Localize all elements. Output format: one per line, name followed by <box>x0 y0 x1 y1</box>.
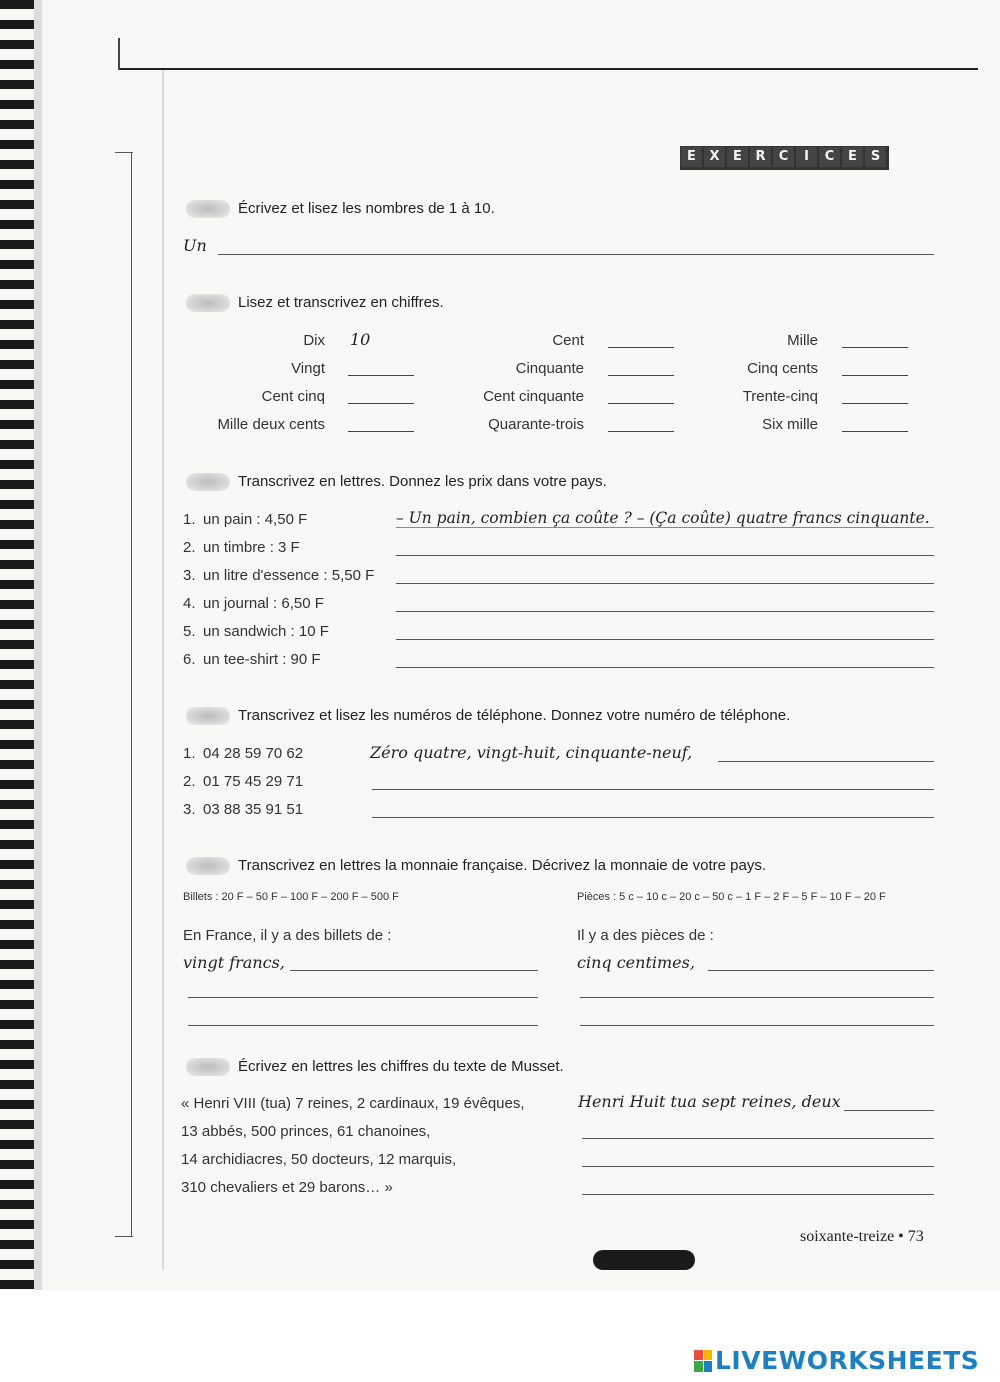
ex2-word: Trente-cinq <box>742 388 818 405</box>
ex6-text-line: « Henri VIII (tua) 7 reines, 2 cardinaux, 19 évêques, <box>181 1095 525 1112</box>
ex3-item-label: un tee-shirt : 90 F <box>203 651 321 668</box>
left-margin-box <box>131 152 132 1237</box>
ex5-left-answer-line[interactable] <box>188 997 538 998</box>
ex4-example-answer: Zéro quatre, vingt-huit, cinquante-neuf, <box>370 743 693 762</box>
ex2-answer-example: 10 <box>350 330 371 349</box>
ex2-blank[interactable] <box>842 375 908 376</box>
ex6-text-line: 13 abbés, 500 princes, 61 chanoines, <box>181 1123 431 1140</box>
binding-edge <box>34 0 42 1290</box>
ex3-answer-line[interactable] <box>396 583 934 584</box>
ex5-left-lead: En France, il y a des billets de : <box>183 927 392 944</box>
ex6-example-answer: Henri Huit tua sept reines, deux <box>578 1092 841 1111</box>
badge-letter: E <box>681 147 702 167</box>
ex3-item-label: un timbre : 3 F <box>203 539 300 556</box>
ex4-answer-line[interactable] <box>718 761 934 762</box>
badge-letter: I <box>796 147 817 167</box>
ex4-answer-line[interactable] <box>372 789 934 790</box>
ex4-item-number: 1. <box>183 745 196 762</box>
ex2-blank[interactable] <box>842 347 908 348</box>
ex2-word: Cinq cents <box>747 360 818 377</box>
ex6-answer-line[interactable] <box>582 1138 934 1139</box>
ex5-left-answer-line[interactable] <box>188 1025 538 1026</box>
exercise-6-heading <box>186 1058 564 1076</box>
exercise-2-instruction: Lisez et transcrivez en chiffres. <box>238 294 444 311</box>
ex2-blank[interactable] <box>608 375 674 376</box>
ex2-word: Cent <box>552 332 584 349</box>
ex3-item-label: un litre d'essence : 5,50 F <box>203 567 375 584</box>
exercise-3-instruction: Transcrivez en lettres. Donnez les prix dans votre pays. <box>238 473 607 490</box>
ex2-word: Cent cinq <box>261 388 325 405</box>
badge-letter: R <box>750 147 771 167</box>
exercise-number-bubble <box>186 707 230 725</box>
margin-line <box>162 70 164 1270</box>
exercise-1-answer-line[interactable] <box>218 254 934 255</box>
ex2-blank[interactable] <box>608 431 674 432</box>
ex3-item-label: un sandwich : 10 F <box>203 623 329 640</box>
badge-letter: C <box>773 147 794 167</box>
ex3-answer-line[interactable] <box>396 555 934 556</box>
ex2-word: Quarante-trois <box>488 416 584 433</box>
ex2-word: Cinquante <box>515 360 584 377</box>
ex5-right-answer-line[interactable] <box>580 997 934 998</box>
ex4-phone-number: 01 75 45 29 71 <box>203 773 304 790</box>
exercise-1-instruction: Écrivez et lisez les nombres de 1 à 10. <box>238 200 495 217</box>
liveworksheets-logo-icon <box>694 1350 712 1372</box>
exercise-6-instruction: Écrivez en lettres les chiffres du texte de Musset. <box>238 1058 564 1075</box>
ex5-pieces-list: Pièces : 5 c – 10 c – 20 c – 50 c – 1 F – 2 F – 5 F – 10 F – 20 F <box>577 891 886 903</box>
header-rule-corner <box>118 38 120 70</box>
ex3-item-number: 5. <box>183 623 196 640</box>
ex3-item-label: un pain : 4,50 F <box>203 511 308 528</box>
exercise-1-answer-start: Un <box>183 236 207 255</box>
ex2-word: Mille deux cents <box>217 416 325 433</box>
exercise-number-bubble <box>186 200 230 218</box>
ex2-blank[interactable] <box>348 403 414 404</box>
ex5-billets-list: Billets : 20 F – 50 F – 100 F – 200 F – 500 F <box>183 891 399 903</box>
ex3-example-answer: – Un pain, combien ça coûte ? – (Ça coûte) quatre francs cinquante. <box>396 509 930 527</box>
exercise-5-heading <box>186 857 766 875</box>
ex3-item-label: un journal : 6,50 F <box>203 595 324 612</box>
ex6-answer-line[interactable] <box>844 1110 934 1111</box>
exercise-number-bubble <box>186 294 230 312</box>
ex4-answer-line[interactable] <box>372 817 934 818</box>
ex6-text-line: 310 chevaliers et 29 barons… » <box>181 1179 393 1196</box>
exercices-badge <box>680 146 889 170</box>
ex2-word: Vingt <box>291 360 325 377</box>
footer-ink-mark <box>593 1250 695 1270</box>
left-margin-tick-bottom <box>115 1236 133 1237</box>
ex3-item-number: 2. <box>183 539 196 556</box>
ex3-item-number: 1. <box>183 511 196 528</box>
ex5-left-example: vingt francs, <box>183 953 285 972</box>
ex4-phone-number: 04 28 59 70 62 <box>203 745 304 762</box>
left-margin-tick-top <box>115 152 133 153</box>
ex3-item-number: 6. <box>183 651 196 668</box>
ex3-answer-line[interactable] <box>396 639 934 640</box>
ex2-blank[interactable] <box>608 403 674 404</box>
ex4-item-number: 2. <box>183 773 196 790</box>
ex5-right-lead: Il y a des pièces de : <box>577 927 714 944</box>
ex6-text-line: 14 archidiacres, 50 docteurs, 12 marquis, <box>181 1151 457 1168</box>
ex5-right-answer-line[interactable] <box>708 970 934 971</box>
exercise-4-instruction: Transcrivez et lisez les numéros de téléphone. Donnez votre numéro de téléphone. <box>238 707 791 724</box>
ex3-answer-line[interactable] <box>396 667 934 668</box>
ex3-item-number: 3. <box>183 567 196 584</box>
badge-letter: X <box>704 147 725 167</box>
ex3-answer-line[interactable] <box>396 611 934 612</box>
exercise-number-bubble <box>186 857 230 875</box>
badge-letter: E <box>727 147 748 167</box>
ex2-blank[interactable] <box>348 375 414 376</box>
badge-letter: S <box>865 147 886 167</box>
page-number-footer: soixante-treize • 73 <box>800 1228 924 1245</box>
ex2-word: Dix <box>303 332 325 349</box>
exercise-1-heading <box>186 200 495 218</box>
ex2-blank[interactable] <box>608 347 674 348</box>
ex2-blank[interactable] <box>842 403 908 404</box>
ex4-phone-number: 03 88 35 91 51 <box>203 801 304 818</box>
ex2-blank[interactable] <box>348 431 414 432</box>
ex6-answer-line[interactable] <box>582 1166 934 1167</box>
ex5-right-example: cinq centimes, <box>577 953 695 972</box>
ex3-answer-line[interactable] <box>396 527 934 528</box>
exercise-number-bubble <box>186 1058 230 1076</box>
ex5-left-answer-line[interactable] <box>290 970 538 971</box>
ex6-answer-line[interactable] <box>582 1194 934 1195</box>
exercise-number-bubble <box>186 473 230 491</box>
header-rule <box>118 68 978 70</box>
ex2-blank[interactable] <box>842 431 908 432</box>
liveworksheets-wordmark: LIVEWORKSHEETS <box>715 1346 980 1375</box>
ex2-word: Mille <box>787 332 818 349</box>
exercise-4-heading <box>186 707 790 725</box>
ex3-item-number: 4. <box>183 595 196 612</box>
ex2-word: Six mille <box>762 416 818 433</box>
ex4-item-number: 3. <box>183 801 196 818</box>
exercise-5-instruction: Transcrivez en lettres la monnaie française. Décrivez la monnaie de votre pays. <box>238 857 767 874</box>
spiral-binding <box>0 0 34 1290</box>
exercise-3-heading <box>186 473 607 491</box>
ex2-word: Cent cinquante <box>483 388 584 405</box>
liveworksheets-logo <box>694 1346 979 1375</box>
badge-letter: C <box>819 147 840 167</box>
ex5-right-answer-line[interactable] <box>580 1025 934 1026</box>
exercise-2-heading <box>186 294 444 312</box>
badge-letter: E <box>842 147 863 167</box>
